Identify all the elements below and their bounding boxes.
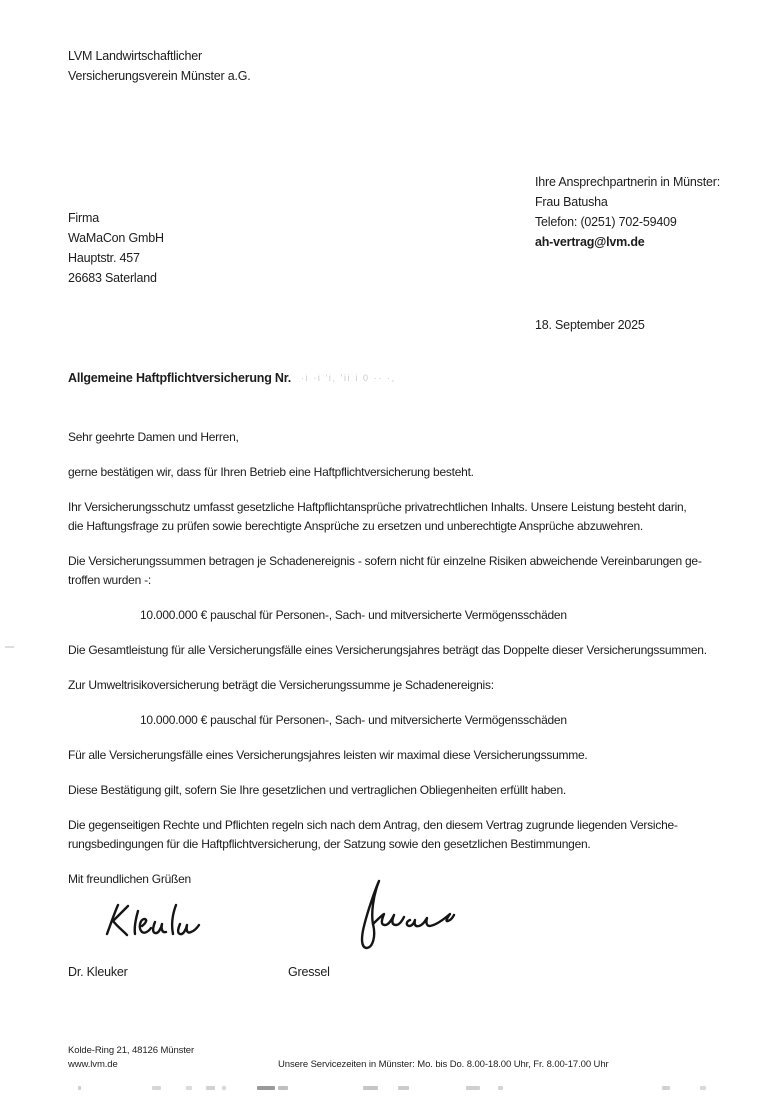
footer-address-block xyxy=(68,1044,194,1072)
sender-line: Versicherungsverein Münster a.G. xyxy=(68,69,251,83)
cutoff-fragment xyxy=(78,1086,81,1090)
contact-block xyxy=(535,172,720,252)
cutoff-fragment xyxy=(700,1086,706,1090)
footer-service-hours: Unsere Servicezeiten in Münster: Mo. bis Do. 8.00-18.00 Uhr, Fr. 8.00-17.00 Uhr xyxy=(278,1059,609,1070)
sender-block xyxy=(68,46,251,86)
cutoff-fragment xyxy=(186,1086,192,1090)
salutation: Sehr geehrte Damen und Herren, xyxy=(68,430,239,444)
sender-line: LVM Landwirtschaftlicher xyxy=(68,49,202,63)
cutoff-fragment xyxy=(466,1086,480,1090)
coverage-sum-line: 10.000.000 € pauschal für Personen-, Sach- und mitversicherte Vermögensschäden xyxy=(140,608,567,622)
subject-label: Allgemeine Haftpflichtversicherung Nr. xyxy=(68,371,292,385)
signer-name-left: Dr. Kleuker xyxy=(68,965,128,979)
subject-line xyxy=(68,371,396,385)
signature-kleuker xyxy=(100,898,205,943)
fold-mark xyxy=(5,646,14,648)
cutoff-fragment xyxy=(498,1086,503,1090)
date: 18. September 2025 xyxy=(535,318,645,332)
paragraph: Ihr Versicherungsschutz umfasst gesetzliche Haftpflichtansprüche privatrechtlichen Inhalts. Unsere Leistung besteht darin, die Haftungsfrage zu prüfen sowie berechtigte Ansprüche zu ersetzen und unberechtigte Ansprüche abzuwehren. xyxy=(68,500,687,533)
contact-intro: Ihre Ansprechpartnerin in Münster: xyxy=(535,175,720,189)
recipient-line: Hauptstr. 457 xyxy=(68,251,140,265)
signer-name-right: Gressel xyxy=(288,965,330,979)
paragraph: Zur Umweltrisikoversicherung beträgt die Versicherungssumme je Schadenereignis: xyxy=(68,678,494,692)
paragraph: Für alle Versicherungsfälle eines Versicherungsjahres leisten wir maximal diese Versicherungssumme. xyxy=(68,748,588,762)
cutoff-fragment xyxy=(206,1086,215,1090)
closing: Mit freundlichen Grüßen xyxy=(68,872,191,886)
paragraph: Diese Bestätigung gilt, sofern Sie Ihre gesetzlichen und vertraglichen Obliegenheiten erfüllt haben. xyxy=(68,783,566,797)
letter-body xyxy=(68,428,733,905)
footer-website: www.lvm.de xyxy=(68,1059,118,1070)
cutoff-fragment xyxy=(398,1086,409,1090)
cutoff-fragment xyxy=(363,1086,378,1090)
contact-name: Frau Batusha xyxy=(535,195,608,209)
coverage-sum-line: 10.000.000 € pauschal für Personen-, Sach- und mitversicherte Vermögensschäden xyxy=(140,713,567,727)
contact-phone: Telefon: (0251) 702-59409 xyxy=(535,215,677,229)
cutoff-fragment xyxy=(222,1086,226,1090)
cutoff-fragment xyxy=(257,1086,275,1090)
paragraph: Die Versicherungssummen betragen je Schadenereignis - sofern nicht für einzelne Risiken abweichende Vereinbarungen ge- troffen wurden -: xyxy=(68,554,702,587)
recipient-line: Firma xyxy=(68,211,99,225)
paragraph: Die Gesamtleistung für alle Versicherungsfälle eines Versicherungsjahres beträgt das Doppelte dieser Versicherungssummen. xyxy=(68,643,707,657)
cutoff-fragment xyxy=(152,1086,161,1090)
recipient-block xyxy=(68,208,164,288)
recipient-line: 26683 Saterland xyxy=(68,271,157,285)
cutoff-fragment xyxy=(278,1086,288,1090)
footer-address: Kolde-Ring 21, 48126 Münster xyxy=(68,1045,195,1056)
paragraph: Die gegenseitigen Rechte und Pflichten regeln sich nach dem Antrag, den diesem Vertrag zugrunde liegenden Versiche- rungsbedingungen für die Haftpflichtversicherung, der Satzung sowie den gesetzlichen Bestimmungen. xyxy=(68,818,678,851)
signature-gressel xyxy=(326,876,456,954)
cutoff-fragment xyxy=(662,1086,670,1090)
policy-number-redacted: ·i ·i 'i, 'ii i 0 ·· ·, xyxy=(301,373,396,383)
contact-email: ah-vertrag@lvm.de xyxy=(535,235,645,249)
recipient-line: WaMaCon GmbH xyxy=(68,231,164,245)
paragraph: gerne bestätigen wir, dass für Ihren Betrieb eine Haftpflichtversicherung besteht. xyxy=(68,465,474,479)
